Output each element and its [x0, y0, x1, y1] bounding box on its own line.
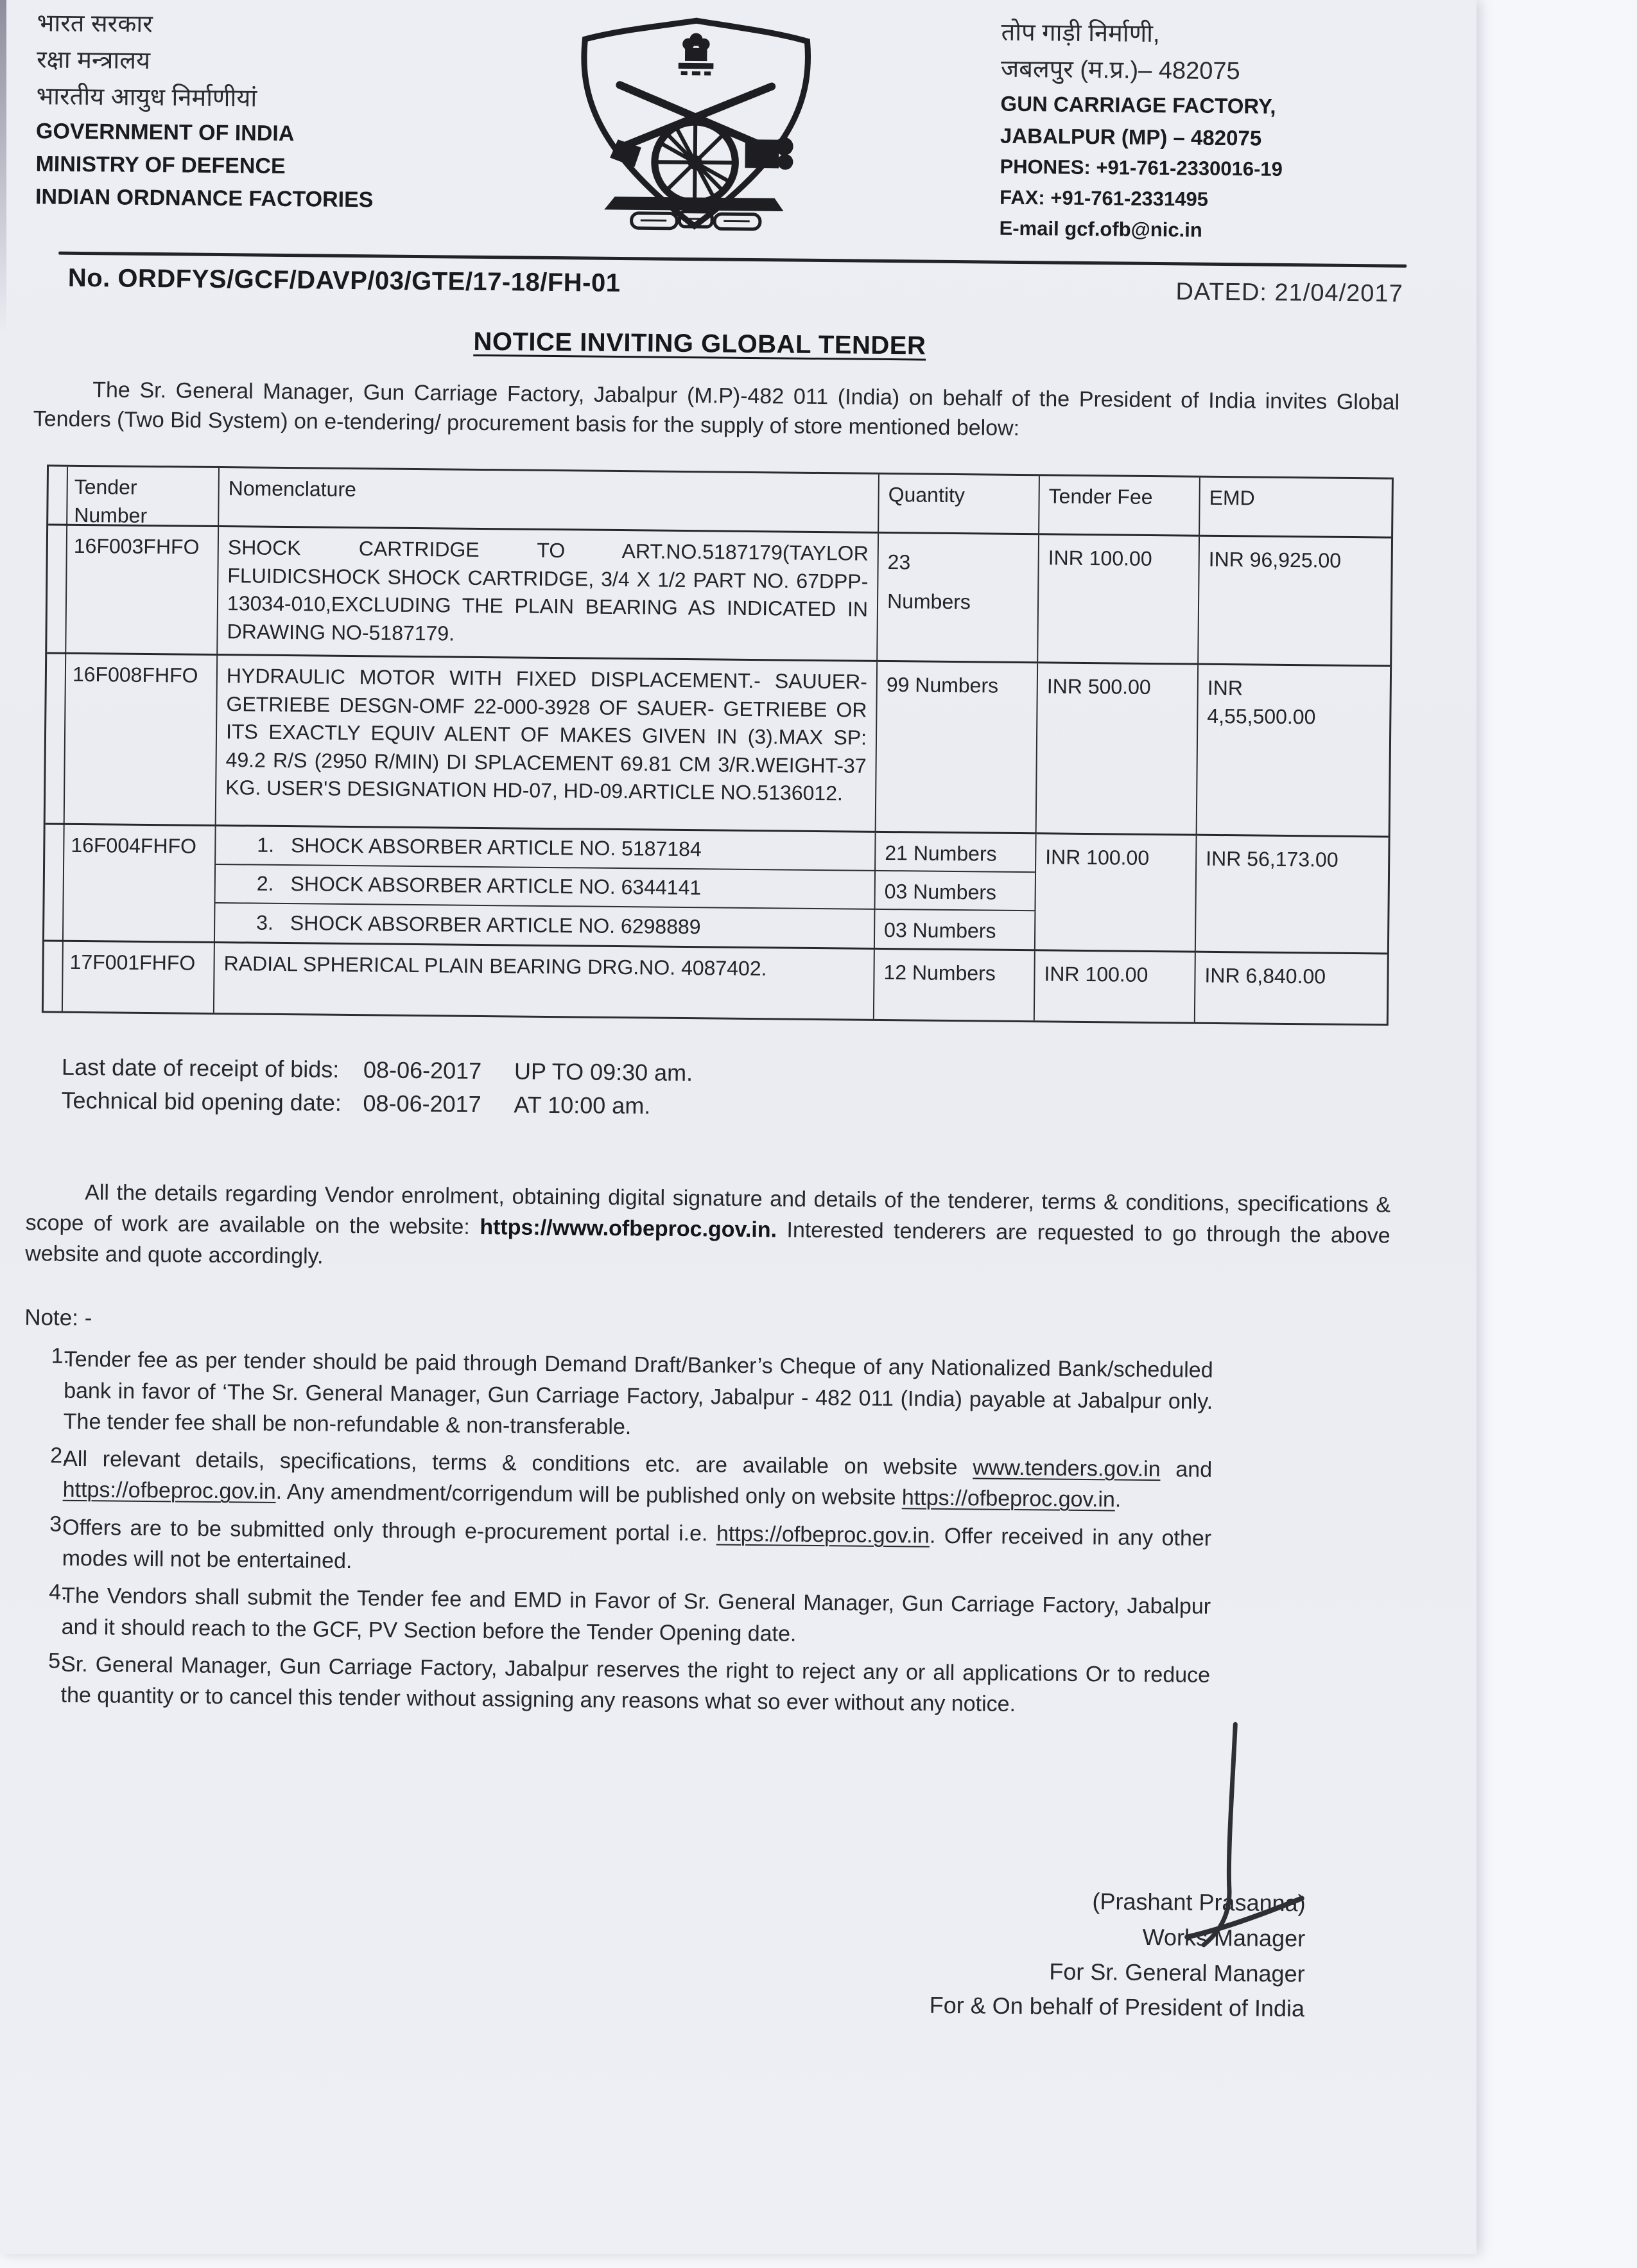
nomenclature-subrow-2: [216, 865, 876, 910]
opening-date-value: 08-06-2017: [363, 1087, 514, 1122]
note-item-4: [0, 1580, 1461, 1656]
quantity-subrow-3: 03 Numbers: [875, 910, 1036, 951]
document-title: NOTICE INVITING GLOBAL TENDER: [473, 327, 926, 360]
letterhead-left-block: [35, 5, 512, 239]
quantity-cell: 12 Numbers: [874, 950, 1035, 1020]
notes-list: [0, 1343, 1464, 1724]
emd-cell: INR 6,840.00: [1195, 953, 1387, 1024]
emd-cell: INR 96,925.00: [1199, 537, 1391, 667]
letterhead-right-block: [999, 15, 1412, 248]
signatory-name: (Prashant Prasanna): [0, 1874, 1306, 1922]
item-number: 2.: [257, 870, 274, 898]
quantity-subrow-2: 03 Numbers: [875, 871, 1036, 911]
ofbeproc-url: https://ofbeproc.gov.in: [716, 1521, 930, 1548]
tender-fee-cell: INR 100.00: [1035, 835, 1197, 953]
note-number: 3.: [0, 1511, 62, 1574]
item-text: SHOCK ABSORBER ARTICLE NO. 6344141: [290, 871, 701, 903]
last-date-value: 08-06-2017: [363, 1053, 514, 1088]
email-line: E-mail gcf.ofb@nic.in: [999, 213, 1410, 248]
emd-cell: INR 4,55,500.00: [1197, 665, 1390, 838]
emblem-container: [550, 10, 840, 242]
bid-dates-block: [61, 1051, 1466, 1131]
reference-line: [68, 264, 1403, 308]
note-number: 5.: [0, 1648, 61, 1711]
jabalpur-hindi: जबलपुर (म.प्र.)– 482075: [1001, 51, 1412, 92]
quantity-cell: 99 Numbers: [876, 662, 1039, 834]
letterhead: [0, 0, 1477, 249]
gcf-hindi: तोप गाड़ी निर्माणी,: [1001, 15, 1412, 55]
col-header-nomenclature: Nomenclature: [219, 468, 879, 534]
col-header-tender-fee: Tender Fee: [1039, 476, 1200, 537]
website-paragraph: [25, 1176, 1390, 1282]
note-number: 2.: [0, 1443, 63, 1506]
tender-table: [42, 465, 1394, 1026]
tender-number-cell: 16F008FHFO: [62, 654, 218, 826]
factory-emblem-icon: [554, 10, 837, 234]
note-number: 4.: [0, 1580, 62, 1643]
govt-of-india-label: GOVERNMENT OF INDIA: [36, 115, 511, 152]
website-url-bold: https://www.ofbeproc.gov.in.: [480, 1215, 777, 1242]
note-text: Tender fee as per tender should be paid through Demand Draft/Banker’s Cheque of any Nationalized Bank/scheduled bank in favor of ‘The Sr. General Manager, Gun Carriage Factory, Jabalpur - 482 011 (India) payable at Jabalpur only. The tender fee shall be non-refundable & non-transferable.: [64, 1344, 1213, 1448]
item-text: SHOCK ABSORBER ARTICLE NO. 5187184: [291, 832, 702, 864]
jabalpur-label: JABALPUR (MP) – 482075: [1000, 119, 1411, 155]
gcf-label: GUN CARRIAGE FACTORY,: [1000, 88, 1411, 124]
note-item-2: [0, 1443, 1462, 1519]
nomenclature-cell: HYDRAULIC MOTOR WITH FIXED DISPLACEMENT.- SAUUER-GETRIEBE DESGN-OMF 22-000-3928 OF SAUER- GETRIEBE OR ITS EXACTLY EQUIV ALENT OF MAKES GIVEN IN (3).MAX SP: 49.2 R/S (2950 R/MIN) DI SPLACEMENT 69.81 CM 3/R.WEIGHT-37 KG. USER'S DESIGNATION HD-07, HD-09.ARTICLE NO.5136012.: [216, 656, 878, 833]
signature-block: [0, 1874, 1306, 2027]
signatory-for-gm: For Sr. General Manager: [0, 1944, 1305, 1992]
col-header-emd: EMD: [1200, 478, 1392, 539]
note-text: Offers are to be submitted only through e-procurement portal i.e. https://ofbeproc.gov.in. Offer received in any other modes will not be entertained.: [62, 1512, 1211, 1585]
nomenclature-subrow-1: [216, 826, 876, 871]
col-header-quantity: Quantity: [879, 475, 1040, 535]
tender-number-cell: 17F001FHFO: [60, 942, 215, 1013]
quantity-subrow-1: 21 Numbers: [876, 833, 1037, 873]
intro-paragraph: The Sr. General Manager, Gun Carriage Factory, Jabalpur (M.P)-482 011 (India) on behalf of the President of India invites Global Tenders (Two Bid System) on e-tendering/ procurement basis for the supply of store mentioned below:: [33, 375, 1400, 447]
note-number: 1.: [0, 1343, 64, 1437]
note-text: Sr. General Manager, Gun Carriage Factory, Jabalpur reserves the right to reject any or all applications Or to reduce the quantity or to cancel this tender without assigning any reasons what so ever without any notice.: [60, 1649, 1210, 1722]
tender-date: DATED: 21/04/2017: [1175, 278, 1403, 308]
phones-line: PHONES: +91-761-2330016-19: [1000, 152, 1410, 186]
tender-fee-cell: INR 100.00: [1035, 951, 1196, 1022]
note-heading: Note: -: [24, 1305, 1464, 1345]
ministry-of-defence-label: MINISTRY OF DEFENCE: [35, 148, 510, 185]
last-date-time: UP TO 09:30 am.: [514, 1055, 693, 1090]
item-number: 1.: [257, 832, 274, 860]
col-header-tender-number: Tender Number: [65, 467, 220, 527]
opening-date-time: AT 10:00 am.: [514, 1088, 650, 1123]
tender-number-cell: 16F003FHFO: [64, 526, 219, 656]
tender-reference-number: No. ORDFYS/GCF/DAVP/03/GTE/17-18/FH-01: [68, 264, 621, 298]
last-date-label: Last date of receipt of bids:: [62, 1051, 363, 1087]
emd-cell: INR 56,173.00: [1196, 836, 1389, 955]
note-item-1: [0, 1343, 1464, 1451]
tender-number-cell: 16F004FHFO: [61, 825, 216, 943]
website-paragraph-tail: Interested tenderers are requested to go through the above website and quote accordingly.: [25, 1217, 1390, 1268]
opening-date-label: Technical bid opening date:: [61, 1084, 363, 1121]
item-number: 3.: [256, 909, 273, 938]
quantity-cell: 23 Numbers: [878, 534, 1039, 663]
note-text: The Vendors shall submit the Tender fee and EMD in Favor of Sr. General Manager, Gun Carriage Factory, Jabalpur and it should reach to the GCF, PV Section before the Tender Opening date.: [61, 1580, 1211, 1653]
nomenclature-subrow-3: [215, 903, 876, 950]
govt-of-india-hindi: भारत सरकार: [37, 5, 512, 46]
ministry-of-defence-hindi: रक्षा मन्त्रालय: [37, 42, 512, 83]
nomenclature-cell: RADIAL SPHERICAL PLAIN BEARING DRG.NO. 4087402.: [214, 943, 875, 1019]
ofbeproc-url: https://ofbeproc.gov.in: [63, 1478, 276, 1504]
website-paragraph-text: All the details regarding Vendor enrolment, obtaining digital signature and details of the tenderer, terms & conditions, specifications & scope of work are available on the website:: [26, 1180, 1391, 1239]
item-text: SHOCK ABSORBER ARTICLE NO. 6298889: [290, 909, 701, 941]
fax-line: FAX: +91-761-2331495: [1000, 182, 1410, 217]
tender-fee-cell: INR 500.00: [1037, 664, 1199, 836]
tender-fee-cell: INR 100.00: [1038, 536, 1200, 665]
indian-ordnance-factories-label: INDIAN ORDNANCE FACTORIES: [35, 180, 510, 218]
ofbeproc-url: https://ofbeproc.gov.in: [902, 1486, 1115, 1512]
ordnance-factories-hindi: भारतीय आयुध निर्माणीयां: [36, 78, 512, 119]
signatory-designation: Works Manager: [0, 1909, 1305, 1957]
tenders-gov-in-url: www.tenders.gov.in: [973, 1456, 1161, 1482]
signatory-behalf: For & On behalf of President of India: [0, 1979, 1304, 2027]
handwritten-signature-mark: [1137, 1716, 1345, 1971]
document-title-row: [0, 323, 1403, 365]
note-item-5: [0, 1648, 1460, 1724]
note-text: All relevant details, specifications, terms & conditions etc. are available on website www.tenders.gov.in and https://ofbeproc.gov.in. Any amendment/corrigendum will be published only on website https://ofbeproc.gov.in.: [62, 1444, 1212, 1517]
nomenclature-cell: SHOCK CARTRIDGE TO ART.NO.5187179(TAYLOR FLUIDICSHOCK SHOCK CARTRIDGE, 3/4 X 1/2 PART NO. 67DPP-13034-010,EXCLUDING THE PLAIN BEARING AS INDICATED IN DRAWING NO-5187179.: [218, 527, 879, 662]
note-item-3: [0, 1511, 1462, 1587]
signature-stroke-icon: [1137, 1716, 1345, 1968]
